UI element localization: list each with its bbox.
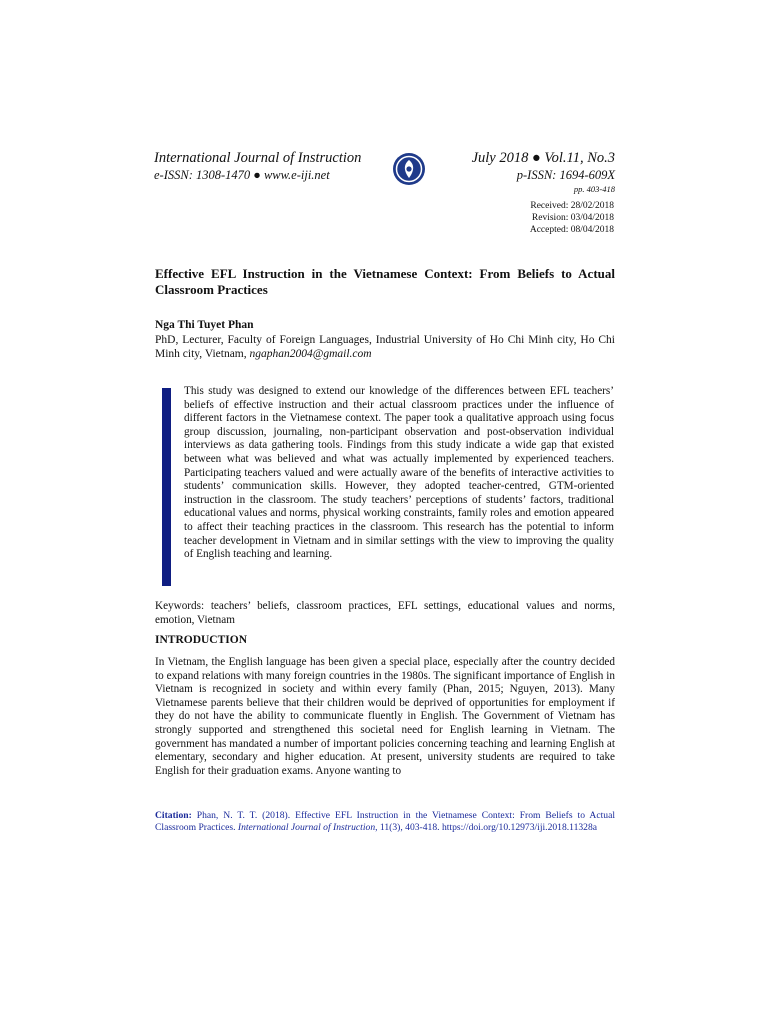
author-block <box>155 318 615 362</box>
journal-header-right <box>472 150 615 195</box>
citation-doi-link[interactable]: https://doi.org/10.12973/iji.2018.11328a <box>441 822 598 833</box>
journal-name: International Journal of Instruction <box>154 150 362 166</box>
page-range: pp. 403-418 <box>573 184 615 194</box>
author-email[interactable]: ngaphan2004@gmail.com <box>249 348 372 360</box>
abstract-text: This study was designed to extend our knowledge of the differences between EFL teachers’ beliefs of effective instruction and their actual classroom practices under the influence of different factors in the Vietnamese context. The paper took a qualitative approach using focus group discussion, journaling, non-participant observation and post-observation individual interviews as data gathering tools. Findings from this study indicate a wide gap that existed between what was believed and what was actually implemented by experienced teachers. Participating teachers valued and were actually aware of the benefits of interactive activities to students’ communication skills. However, they adopted teacher-centred, GTM-oriented instruction in the classroom. The study teachers’ perceptions of students’ factors, traditional educational values and norms, physical working constraints, family roles and emotion appeared to affect their teaching practices in the classroom. This research has the potential to inform teacher development in Vietnam and in similar settings with the view to improving the quality of English teaching and learning. <box>184 385 614 561</box>
intro-paragraph: In Vietnam, the English language has been given a special place, especially after the country decided to expand relations with many foreign countries in the 1980s. The significant importance of English in Vietnam is recognized in society and within every family (Phan, 2015; Nguyen, 2013). Many Vietnamese parents believe that their children would be deprived of opportunities for employment if they do not have the ability to communicate fluently in English. The Government of Vietnam has strongly supported and strengthened this societal need for English learning in Vietnam. The government has mandated a number of important policies concerning teaching and learning English at elementary, secondary and higher education. At present, university students are required to take English for their graduation exams. Anyone wanting to <box>155 656 615 777</box>
journal-logo-icon <box>392 152 426 186</box>
journal-header-left <box>154 150 394 183</box>
citation-volume: , 11(3), 403-418. <box>375 822 440 833</box>
citation-block <box>155 810 615 834</box>
article-title: Effective EFL Instruction in the Vietnamese Context: From Beliefs to Actual Classroom Practices <box>155 266 615 297</box>
abstract-accent-bar <box>162 388 171 586</box>
citation-label: Citation: <box>155 810 192 821</box>
received-date: Received: 28/02/2018 <box>530 201 614 211</box>
issue-line: July 2018 ● Vol.11, No.3 <box>471 150 615 166</box>
citation-journal: International Journal of Instruction <box>237 822 376 833</box>
intro-heading: INTRODUCTION <box>155 634 248 646</box>
citation-text: Phan, N. T. T. (2018). Effective EFL Instruction in the Vietnamese Context: From Beliefs to Actual Classroom Practices. <box>155 810 615 833</box>
keywords: Keywords: teachers’ beliefs, classroom practices, EFL settings, educational values and norms, emotion, Vietnam <box>155 600 615 626</box>
affiliation-text: PhD, Lecturer, Faculty of Foreign Languages, Industrial University of Ho Chi Minh city, Ho Chi Minh city, Vietnam, <box>155 333 615 360</box>
author-affiliation <box>155 333 615 362</box>
author-name: Nga Thi Tuyet Phan <box>155 319 254 331</box>
eissn-line: e-ISSN: 1308-1470 ● www.e-iji.net <box>154 168 330 182</box>
submission-dates <box>530 200 614 236</box>
pissn-line: p-ISSN: 1694-609X <box>516 168 615 182</box>
accepted-date: Accepted: 08/04/2018 <box>529 225 614 235</box>
revision-date: Revision: 03/04/2018 <box>531 213 614 223</box>
